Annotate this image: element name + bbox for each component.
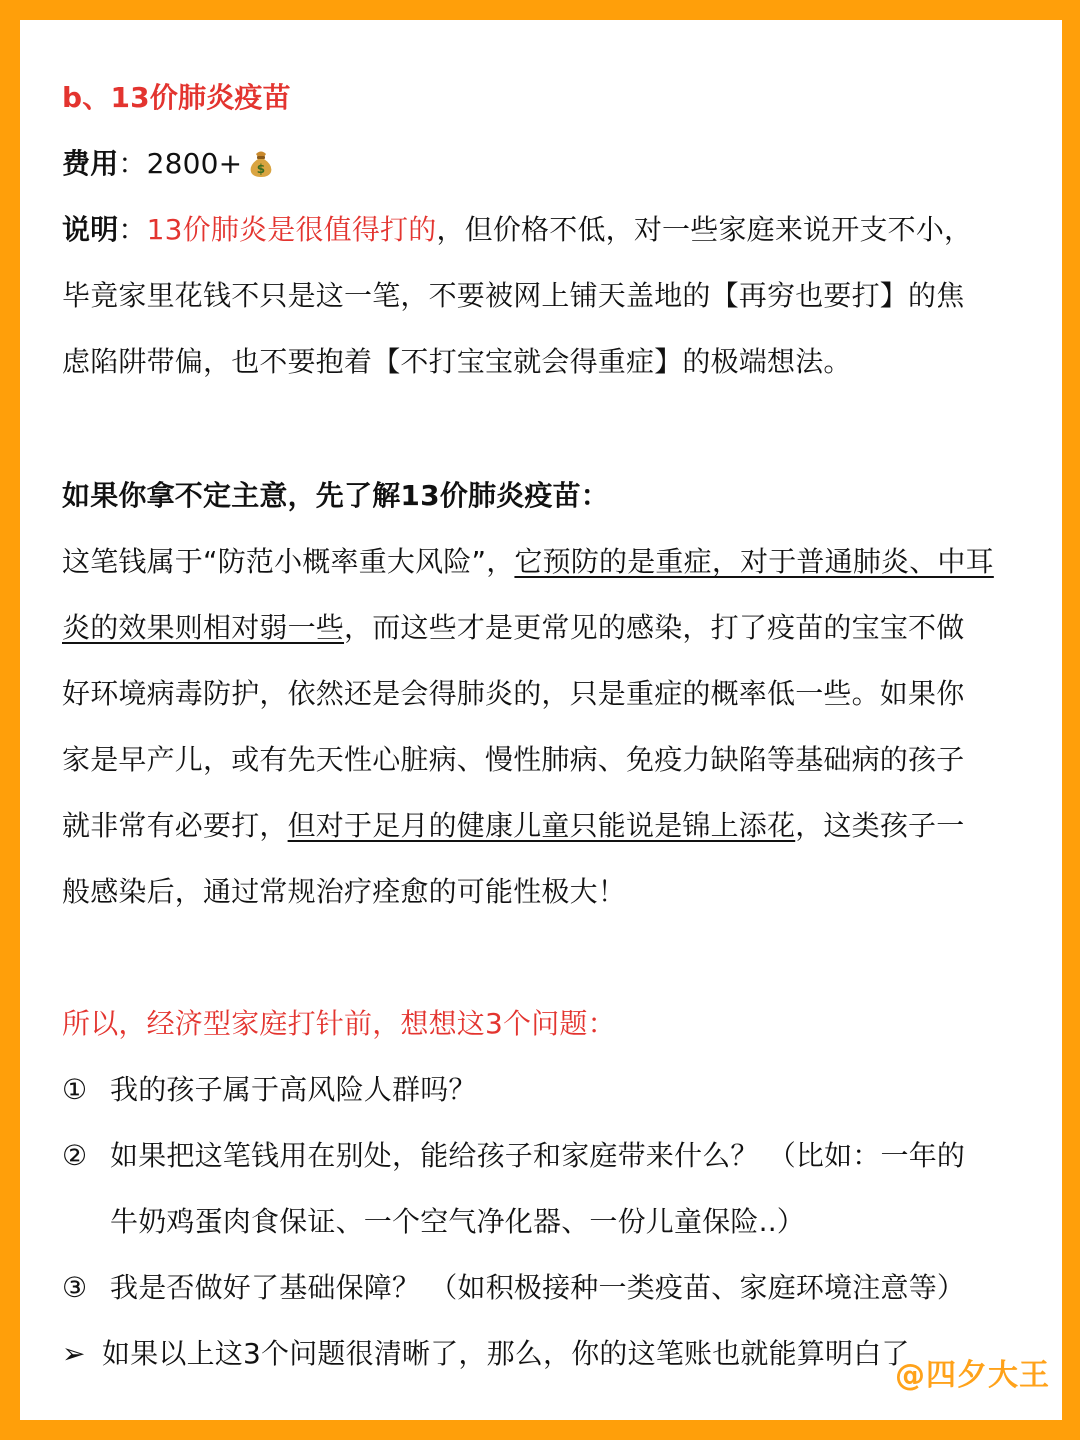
section2-title: 如果你拿不定主意，先了解13价肺炎疫苗：	[62, 479, 609, 512]
text-span: 这笔钱属于“防范小概率重大风险”，	[62, 545, 515, 578]
text-span: ，而这些才是更常见的感染，打了疫苗的宝宝不做	[344, 611, 965, 644]
conclusion-text: 如果以上这3个问题很清晰了，那么，你的这笔账也就能算明白了	[102, 1337, 910, 1370]
underlined-text: 炎的效果则相对弱一些	[62, 611, 345, 644]
underlined-text: 它预防的是重症，对于普通肺炎、中耳	[514, 545, 994, 578]
section-heading: b、13价肺炎疫苗	[62, 81, 291, 114]
question-item-2	[62, 1136, 965, 1176]
text-span: 就非常有必要打，	[62, 809, 288, 842]
list-marker: ③	[62, 1271, 88, 1304]
list-marker: ①	[62, 1073, 88, 1106]
cost-line	[62, 144, 274, 184]
section2-line-4: 家是早产儿，或有先天性心脏病、慢性肺病、免疫力缺陷等基础病的孩子	[62, 743, 965, 776]
explain-label: 说明	[62, 213, 119, 246]
watermark: @四夕大王	[895, 1358, 1050, 1393]
arrow-bullet-icon: ➢	[62, 1337, 86, 1370]
document-page	[20, 20, 1062, 1420]
explain-highlight: 13价肺炎是很值得打的	[146, 213, 437, 246]
section2-line-1	[62, 542, 994, 582]
cost-sep: ：	[118, 147, 147, 180]
section2-line-5	[62, 806, 964, 846]
explain-rest: ，但价格不低，对一些家庭来说开支不小，	[436, 213, 973, 246]
text-span: ，这类孩子一	[795, 809, 965, 842]
question-text: 我的孩子属于高风险人群吗？	[110, 1073, 477, 1106]
question-item-1	[62, 1070, 477, 1110]
money-bag-icon	[248, 148, 274, 178]
question-text: 如果把这笔钱用在别处，能给孩子和家庭带来什么？ （比如：一年的	[110, 1139, 966, 1172]
cost-value: 2800+	[146, 147, 243, 180]
conclusion-line	[62, 1334, 910, 1374]
section2-line-2	[62, 608, 964, 648]
section2-line-3: 好环境病毒防护，依然还是会得肺炎的，只是重症的概率低一些。如果你	[62, 677, 965, 710]
section3-title: 所以，经济型家庭打针前，想想这3个问题：	[62, 1007, 616, 1040]
question-item-3	[62, 1268, 965, 1308]
explain-line-2: 毕竟家里花钱不只是这一笔，不要被网上铺天盖地的【再穷也要打】的焦	[62, 279, 965, 312]
list-marker: ②	[62, 1139, 88, 1172]
question-text: 我是否做好了基础保障？ （如积极接种一类疫苗、家庭环境注意等）	[110, 1271, 966, 1304]
explain-line-1	[62, 210, 972, 250]
explain-line-3: 虑陷阱带偏，也不要抱着【不打宝宝就会得重症】的极端想法。	[62, 345, 852, 378]
question-item-2-continuation: 牛奶鸡蛋肉食保证、一个空气净化器、一份儿童保险..）	[110, 1205, 806, 1238]
explain-sep: ：	[118, 213, 147, 246]
svg-text:$: $	[257, 162, 266, 176]
underlined-text: 但对于足月的健康儿童只能说是锦上添花	[287, 809, 796, 842]
section2-line-6: 般感染后，通过常规治疗痊愈的可能性极大！	[62, 875, 627, 908]
cost-label: 费用	[62, 147, 119, 180]
